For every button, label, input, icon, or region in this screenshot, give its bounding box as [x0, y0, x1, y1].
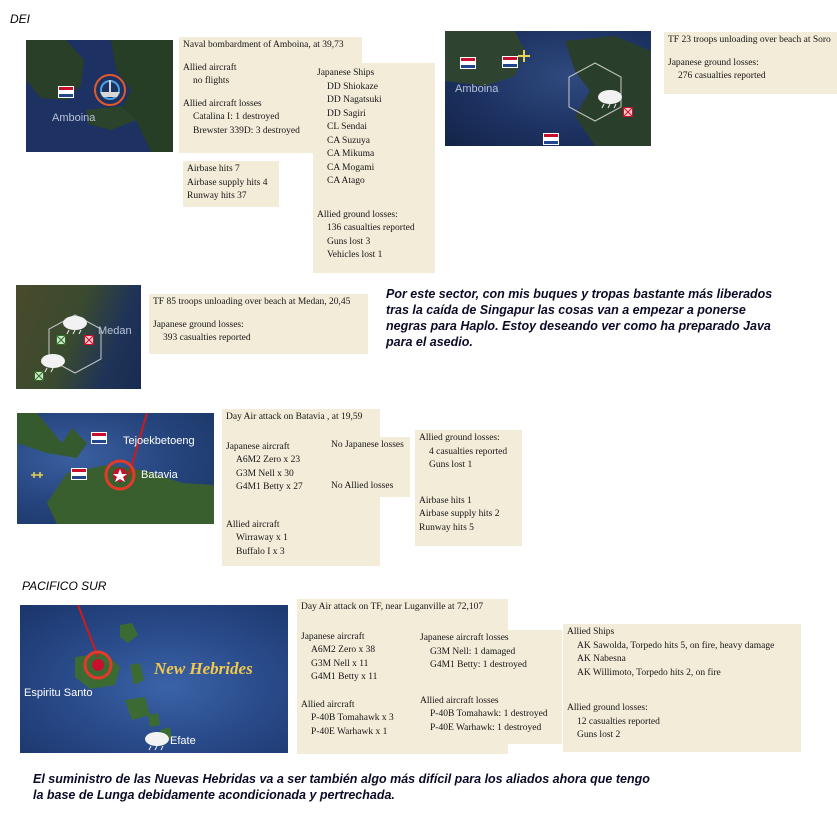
map-medan[interactable] — [16, 285, 141, 389]
ship-item: CA Suzuya — [327, 135, 371, 146]
aircraft-loss-line: G3M Nell: 1 damaged — [430, 646, 516, 657]
ground-losses-batavia — [415, 430, 522, 546]
aircraft-line: G3M Nell x 30 — [236, 468, 294, 479]
map-label-espiritu-santo: Espiritu Santo — [24, 687, 93, 699]
ground-loss-line: 12 casualties reported — [577, 716, 660, 727]
airbase-icon — [31, 471, 43, 479]
ship-item: CL Sendai — [327, 122, 368, 132]
allied-loss-line: Brewster 339D: 3 destroyed — [193, 125, 300, 136]
airbase-hits-line: Runway hits 37 — [187, 191, 247, 201]
dutch-flag-icon — [460, 57, 476, 69]
airbase-hits-line: Airbase hits 1 — [419, 495, 472, 506]
section-title-dei: DEI — [10, 12, 31, 26]
ship-item: AK Willimoto, Torpedo hits 2, on fire — [577, 667, 721, 678]
ground-loss-line: Vehicles lost 1 — [327, 250, 383, 260]
allied-ships-losses — [563, 624, 801, 752]
airbase-hits-line: Runway hits 5 — [419, 522, 474, 533]
section-title-pacifico-sur: PACIFICO SUR — [22, 579, 107, 593]
report-title: Naval bombardment of Amboina, at 39,73 — [183, 40, 344, 50]
ground-losses-heading: Allied ground losses: — [419, 433, 500, 443]
aircraft-line: Buffalo I x 3 — [236, 546, 285, 557]
report-title: TF 85 troops unloading over beach at Medan, 20,45 — [153, 297, 351, 307]
ship-item: DD Shiokaze — [327, 81, 378, 92]
ground-unit-icon — [34, 371, 44, 381]
ship-item: CA Atago — [327, 176, 365, 186]
dutch-flag-icon — [91, 432, 107, 444]
ship-item: DD Nagatsuki — [327, 95, 382, 105]
dutch-flag-icon — [502, 56, 518, 68]
map-label-amboina: Amboina — [52, 112, 96, 124]
airbase-hits-line: Airbase hits 7 — [187, 164, 240, 174]
allied-losses-heading: Allied aircraft losses — [183, 98, 262, 109]
ground-loss-line: Guns lost 3 — [327, 236, 371, 247]
ground-losses-heading: Japanese ground losses: — [153, 319, 244, 330]
target-ship-icon[interactable] — [82, 649, 114, 681]
weather-cloud-icon — [38, 351, 68, 373]
allied-losses-heading: Allied aircraft losses — [420, 695, 499, 706]
report-title: TF 23 troops unloading over beach at Soro — [668, 35, 831, 45]
airbase-icon — [517, 49, 531, 63]
commentary-paragraph: Por este sector, con mis buques y tropas bastante más liberados tras la caída de Singapur las cosas van a empezar a ponerse negras para Haplo. Estoy deseando ver como ha preparado Java para el asedio. — [386, 287, 773, 349]
target-airbase-icon[interactable] — [103, 458, 137, 492]
commentary-paragraph: El suministro de las Nuevas Hebridas va a ser también algo más difícil para los aliados ahora que tengo la base de Lunga debidamente acondicionada y pertrechada. — [33, 772, 650, 802]
japanese-ships-heading: Japanese Ships — [317, 68, 375, 78]
map-label-amboina: Amboina — [455, 83, 499, 95]
losses-summary-batavia — [327, 437, 410, 497]
report-title: Day Air attack on Batavia , at 19,59 — [226, 412, 363, 422]
aircraft-line: G3M Nell x 11 — [311, 658, 369, 669]
dutch-flag-icon — [71, 468, 87, 480]
ship-item: CA Mikuma — [327, 149, 375, 159]
allied-losses-line: No Allied losses — [331, 480, 394, 491]
target-ship-icon[interactable] — [90, 70, 130, 110]
allied-aircraft-heading: Allied aircraft — [183, 62, 237, 73]
map-label-batavia: Batavia — [141, 469, 178, 481]
aircraft-line: P-40B Tomahawk x 3 — [311, 713, 394, 723]
ground-unit-icon — [623, 107, 633, 117]
combat-report-medan — [149, 294, 368, 354]
allied-aircraft-heading: Allied aircraft — [226, 519, 280, 530]
map-amboina-bombardment[interactable] — [26, 40, 173, 152]
report-title: Day Air attack on TF, near Luganville at 72,107 — [301, 602, 484, 612]
aircraft-line: P-40E Warhawk x 1 — [311, 726, 388, 737]
dutch-flag-icon — [543, 133, 559, 145]
ground-unit-icon — [56, 335, 66, 345]
aircraft-line: G4M1 Betty x 11 — [311, 672, 378, 682]
ground-loss-line: Guns lost 1 — [429, 460, 473, 470]
combat-report-soro — [664, 32, 837, 94]
airbase-hits-amboina — [183, 161, 279, 207]
aircraft-losses-luganville — [416, 630, 562, 744]
japanese-aircraft-heading: Japanese aircraft — [301, 631, 365, 642]
ground-loss-line: 276 casualties reported — [678, 71, 766, 81]
ground-losses-heading: Allied ground losses: — [317, 209, 398, 220]
allied-aircraft-value: no flights — [193, 76, 230, 86]
aircraft-loss-line: P-40B Tomahawk: 1 destroyed — [430, 709, 548, 719]
map-label-medan: Medan — [98, 325, 132, 337]
weather-cloud-icon — [142, 729, 172, 751]
map-batavia[interactable] — [17, 413, 214, 524]
ship-item: AK Sawolda, Torpedo hits 5, on fire, heavy damage — [577, 640, 775, 651]
aircraft-loss-line: G4M1 Betty: 1 destroyed — [430, 660, 527, 670]
aircraft-line: A6M2 Zero x 23 — [236, 455, 301, 465]
airbase-hits-line: Airbase supply hits 4 — [187, 177, 268, 188]
ground-losses-heading: Allied ground losses: — [567, 703, 648, 713]
ship-item: DD Sagiri — [327, 108, 366, 119]
aircraft-loss-line: P-40E Warhawk: 1 destroyed — [430, 722, 542, 733]
ground-losses-heading: Japanese ground losses: — [668, 57, 759, 68]
ground-loss-line: 4 casualties reported — [429, 446, 508, 457]
map-label-tejoekbetoeng: Tejoekbetoeng — [123, 435, 195, 447]
dutch-flag-icon — [58, 86, 74, 98]
aircraft-line: A6M2 Zero x 38 — [311, 645, 376, 655]
ground-loss-line: 393 casualties reported — [163, 333, 251, 343]
ship-item: AK Nabesna — [577, 654, 626, 664]
japanese-ships-list — [313, 63, 435, 273]
map-label-efate: Efate — [170, 735, 196, 747]
ground-loss-line: 136 casualties reported — [327, 223, 415, 233]
japanese-aircraft-heading: Japanese aircraft — [226, 441, 290, 452]
allied-ships-heading: Allied Ships — [567, 627, 615, 637]
allied-aircraft-heading: Allied aircraft — [301, 699, 355, 710]
aircraft-line: Wirraway x 1 — [236, 533, 288, 543]
ground-unit-icon — [84, 335, 94, 345]
ground-loss-line: Guns lost 2 — [577, 730, 621, 740]
japanese-losses-line: No Japanese losses — [331, 440, 404, 450]
map-amboina-soro[interactable] — [445, 31, 651, 146]
allied-loss-line: Catalina I: 1 destroyed — [193, 112, 280, 122]
weather-cloud-icon — [595, 87, 625, 109]
map-label-new-hebrides: New Hebrides — [154, 659, 253, 678]
airbase-hits-line: Airbase supply hits 2 — [419, 509, 500, 519]
aircraft-line: G4M1 Betty x 27 — [236, 482, 303, 492]
map-new-hebrides[interactable] — [20, 605, 288, 753]
weather-cloud-icon — [60, 313, 90, 335]
ship-item: CA Mogami — [327, 162, 375, 173]
japanese-losses-heading: Japanese aircraft losses — [420, 633, 509, 643]
